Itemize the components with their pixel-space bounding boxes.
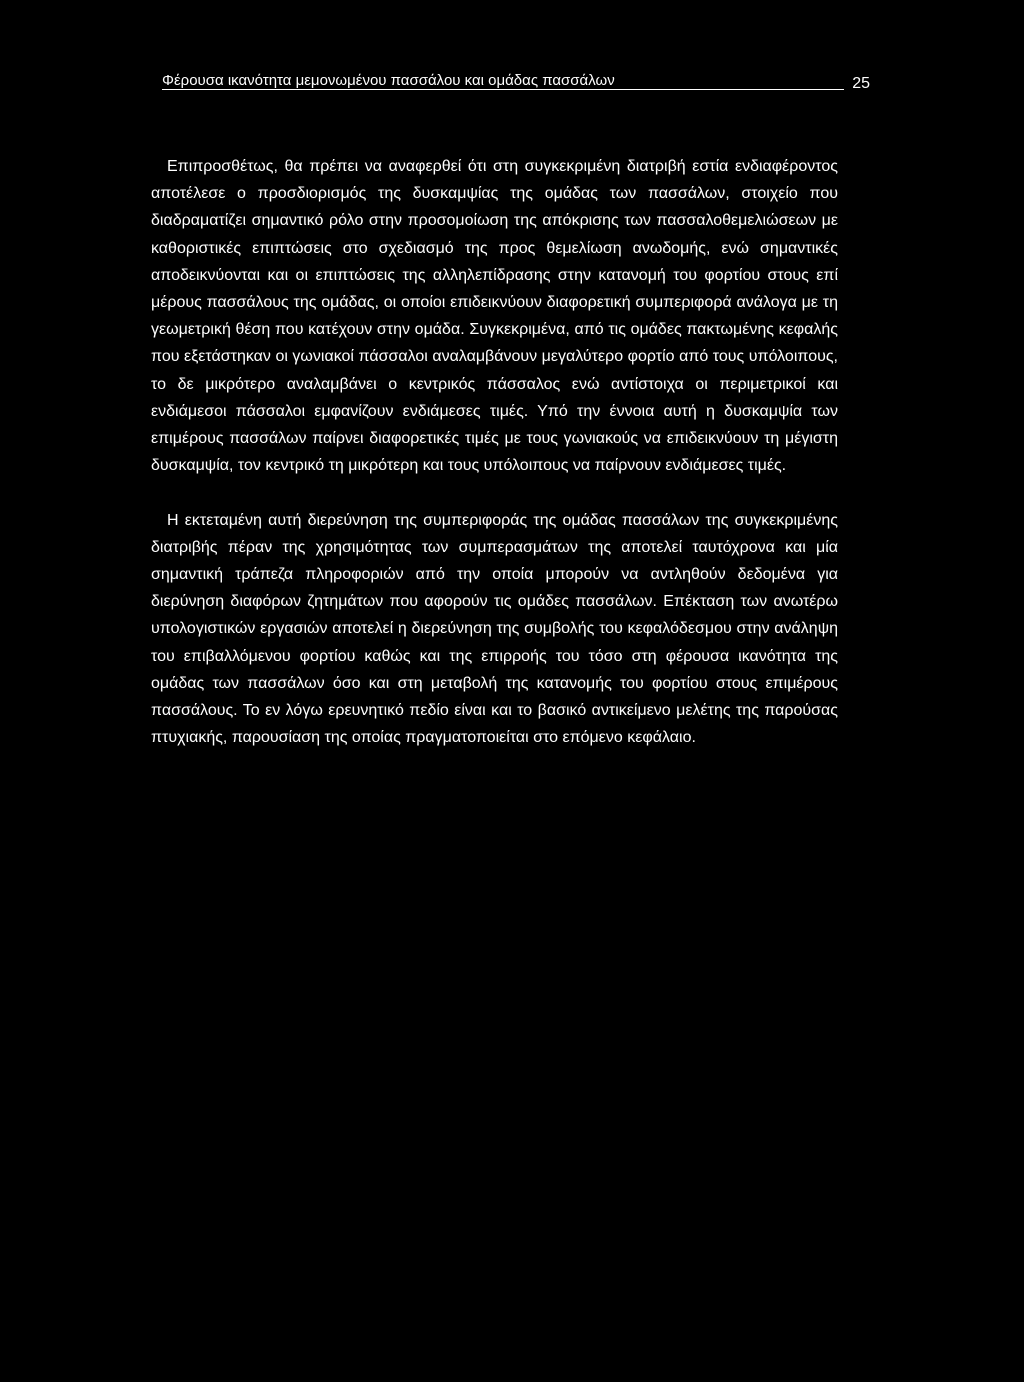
page-header (162, 70, 870, 92)
paragraph-1: Επιπροσθέτως, θα πρέπει να αναφερθεί ότι στη συγκεκριμένη διατριβή εστία ενδιαφέροντος αποτέλεσε ο προσδιορισμός της δυσκαμψίας της ομάδας των πασσάλων, στοιχείο που διαδραματίζει σημαντικό ρόλο στην προσομοίωση της απόκρισης των πασσαλοθεμελιώσεων με καθοριστικές επιπτώσεις στο σχεδιασμό της προς θεμελίωση ανωδομής, ενώ σημαντικές αποδεικνύονται και οι επιπτώσεις της αλληλεπίδρασης στην κατανομή του φορτίου στους επί μέρους πασσάλους της ομάδας, οι οποίοι επιδεικνύουν διαφορετική συμπεριφορά ανάλογα με τη γεωμετρική θέση που κατέχουν στην ομάδα. Συγκεκριμένα, από τις ομάδες πακτωμένης κεφαλής που εξετάστηκαν οι γωνιακοί πάσσαλοι αναλαμβάνουν μεγαλύτερο φορτίο από τους υπόλοιπους, το δε μικρότερο αναλαμβάνει ο κεντρικός πάσσαλος ενώ αντίστοιχα οι περιμετρικοί και ενδιάμεσοι πάσσαλοι εμφανίζουν ενδιάμεσες τιμές. Υπό την έννοια αυτή η δυσκαμψία των επιμέρους πασσάλων παίρνει διαφορετικές τιμές με τους γωνιακούς να επιδεικνύουν τη μέγιστη δυσκαμψία, τον κεντρικό τη μικρότερη και τους υπόλοιπους να παίρνουν ενδιάμεσες τιμές. (151, 158, 838, 475)
running-header-title: Φέρουσα ικανότητα μεμονωμένου πασσάλου και ομάδας πασσάλων (162, 72, 615, 89)
header-rule (162, 89, 844, 90)
page-number: 25 (852, 75, 870, 92)
body-text (151, 153, 838, 751)
paragraph-2: Η εκτεταμένη αυτή διερεύνηση της συμπεριφοράς της ομάδας πασσάλων της συγκεκριμένης διατριβής πέραν της χρησιμότητας των συμπερασμάτων της αποτελεί ταυτόχρονα και μία σημαντική τράπεζα πληροφοριών από την οποία μπορούν να αντληθούν δεδομένα για διερύνηση διαφόρων ζητημάτων που αφορούν τις ομάδες πασσάλων. Επέκταση των ανωτέρω υπολογιστικών εργασιών αποτελεί η διερεύνηση της συμβολής του κεφαλόδεσμου στην ανάληψη του επιβαλλόμενου φορτίου καθώς και της επιρροής του τόσο στη φέρουσα ικανότητα της ομάδας των πασσάλων όσο και στη μεταβολή της κατανομής του φορτίου στους επιμέρους πασσάλους. Το εν λόγω ερευνητικό πεδίο είναι και το βασικό αντικείμενο μελέτης της παρούσας πτυχιακής, παρουσίαση της οποίας πραγματοποιείται στο επόμενο κεφάλαιο. (151, 511, 838, 747)
